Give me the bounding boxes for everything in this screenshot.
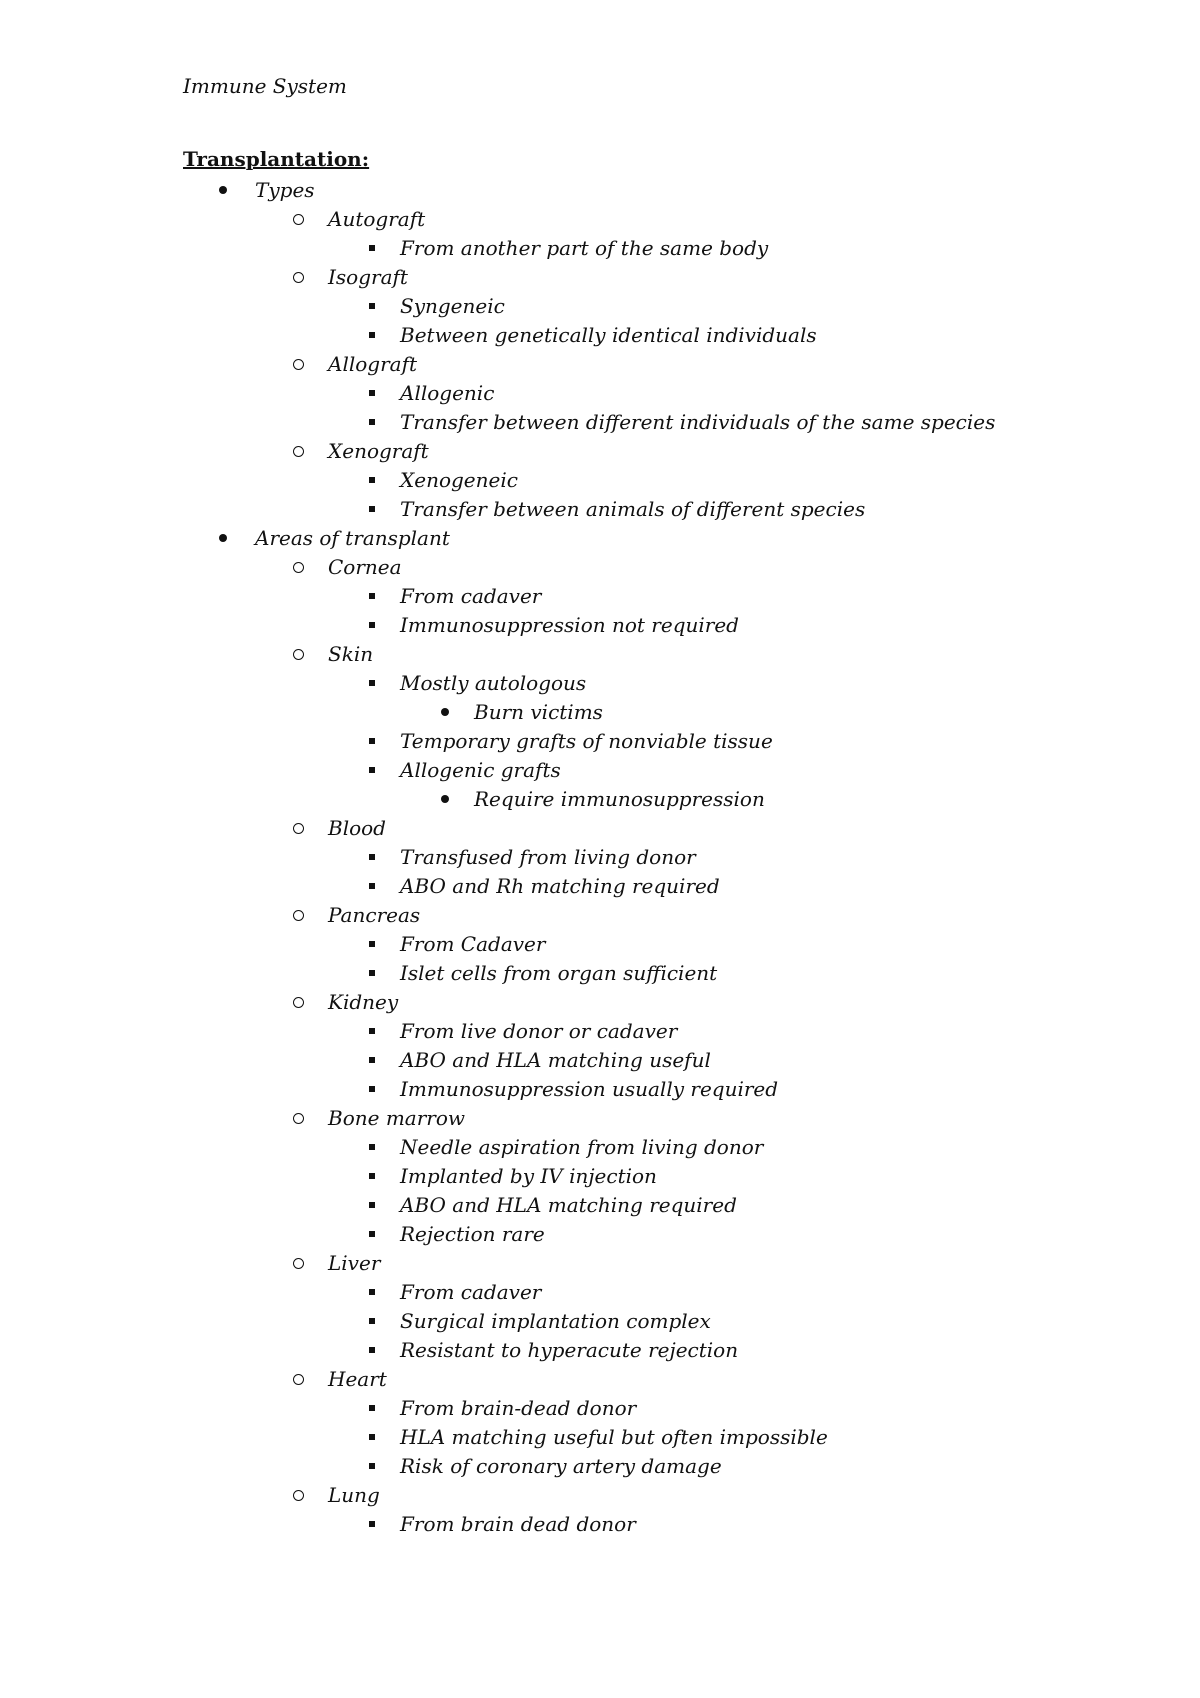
outline-item-level-3: [0, 1307, 1200, 1336]
outline-item-text: ABO and Rh matching required: [400, 874, 720, 898]
outline-item-text: Allogenic grafts: [400, 758, 561, 782]
outline-item-level-3: [0, 1075, 1200, 1104]
outline-item-level-3: [0, 611, 1200, 640]
outline-item-level-3: [0, 1191, 1200, 1220]
square-bullet-icon: [362, 669, 382, 698]
square-bullet-icon: [362, 959, 382, 988]
outline-item-text: Immunosuppression usually required: [400, 1077, 779, 1101]
circle-bullet-icon: [288, 988, 308, 1017]
outline-item-level-1: [0, 524, 1200, 553]
circle-bullet-icon: [288, 1104, 308, 1133]
circle-bullet-icon: [288, 1365, 308, 1394]
outline-item-text: From another part of the same body: [400, 236, 769, 260]
outline-item-text: Lung: [328, 1483, 380, 1507]
outline-item-level-2: [0, 350, 1200, 379]
outline-item-level-3: [0, 379, 1200, 408]
outline-item-text: Syngeneic: [400, 294, 505, 318]
outline-item-level-3: [0, 1394, 1200, 1423]
outline-item-text: Blood: [328, 816, 386, 840]
outline-item-text: Rejection rare: [400, 1222, 545, 1246]
outline-item-text: Kidney: [328, 990, 399, 1014]
outline-item-level-3: [0, 1220, 1200, 1249]
outline-item-text: Require immunosuppression: [474, 787, 765, 811]
square-bullet-icon: [362, 843, 382, 872]
square-bullet-icon: [362, 466, 382, 495]
outline-item-level-2: [0, 1249, 1200, 1278]
outline-item-level-2: [0, 1104, 1200, 1133]
outline-item-level-2: [0, 901, 1200, 930]
square-bullet-icon: [362, 379, 382, 408]
outline-item-level-4: [0, 698, 1200, 727]
outline-item-text: Needle aspiration from living donor: [400, 1135, 764, 1159]
square-bullet-icon: [362, 1423, 382, 1452]
outline-item-level-3: [0, 292, 1200, 321]
outline-item-text: Transfused from living donor: [400, 845, 696, 869]
outline-item-text: From live donor or cadaver: [400, 1019, 678, 1043]
page-header: Immune System: [183, 74, 347, 98]
square-bullet-icon: [362, 582, 382, 611]
outline-item-text: Skin: [328, 642, 374, 666]
outline-item-text: Islet cells from organ sufficient: [400, 961, 718, 985]
outline-item-level-1: [0, 176, 1200, 205]
outline-item-text: Transfer between animals of different species: [400, 497, 866, 521]
circle-bullet-icon: [288, 205, 308, 234]
square-bullet-icon: [362, 872, 382, 901]
outline-item-text: Liver: [328, 1251, 381, 1275]
square-bullet-icon: [362, 1133, 382, 1162]
square-bullet-icon: [362, 1017, 382, 1046]
disc-bullet-icon: [435, 785, 455, 814]
outline-item-level-3: [0, 1510, 1200, 1539]
outline-item-text: Isograft: [328, 265, 408, 289]
square-bullet-icon: [362, 1075, 382, 1104]
outline-item-text: Transfer between different individuals of the same species: [400, 410, 996, 434]
outline-item-level-2: [0, 553, 1200, 582]
outline-item-level-3: [0, 872, 1200, 901]
outline-item-text: From cadaver: [400, 584, 542, 608]
outline-item-text: Areas of transplant: [255, 526, 450, 550]
outline-item-level-4: [0, 785, 1200, 814]
outline-item-text: From brain dead donor: [400, 1512, 636, 1536]
outline-item-text: Bone marrow: [328, 1106, 465, 1130]
outline-item-text: Surgical implantation complex: [400, 1309, 711, 1333]
outline-item-text: Burn victims: [474, 700, 603, 724]
outline-item-text: Resistant to hyperacute rejection: [400, 1338, 739, 1362]
outline-item-level-3: [0, 1133, 1200, 1162]
disc-bullet-icon: [213, 524, 233, 553]
square-bullet-icon: [362, 1162, 382, 1191]
outline-item-text: From cadaver: [400, 1280, 542, 1304]
circle-bullet-icon: [288, 437, 308, 466]
square-bullet-icon: [362, 1191, 382, 1220]
outline-item-level-2: [0, 988, 1200, 1017]
outline-item-text: ABO and HLA matching useful: [400, 1048, 711, 1072]
outline-item-level-2: [0, 263, 1200, 292]
outline-item-text: From brain-dead donor: [400, 1396, 637, 1420]
outline-item-level-3: [0, 1162, 1200, 1191]
outline-item-text: Xenograft: [328, 439, 429, 463]
square-bullet-icon: [362, 1510, 382, 1539]
square-bullet-icon: [362, 756, 382, 785]
outline-item-text: Temporary grafts of nonviable tissue: [400, 729, 773, 753]
outline-item-text: ABO and HLA matching required: [400, 1193, 737, 1217]
outline-item-level-3: [0, 466, 1200, 495]
square-bullet-icon: [362, 292, 382, 321]
outline-item-level-3: [0, 930, 1200, 959]
outline-item-text: Cornea: [328, 555, 402, 579]
outline-item-text: From Cadaver: [400, 932, 546, 956]
circle-bullet-icon: [288, 901, 308, 930]
square-bullet-icon: [362, 408, 382, 437]
outline-item-level-3: [0, 1017, 1200, 1046]
outline-item-text: Immunosuppression not required: [400, 613, 739, 637]
square-bullet-icon: [362, 1394, 382, 1423]
outline-item-text: Heart: [328, 1367, 387, 1391]
square-bullet-icon: [362, 1452, 382, 1481]
outline-item-text: Between genetically identical individuals: [400, 323, 817, 347]
outline-item-level-3: [0, 321, 1200, 350]
square-bullet-icon: [362, 1307, 382, 1336]
disc-bullet-icon: [435, 698, 455, 727]
outline-item-level-3: [0, 1336, 1200, 1365]
outline-item-text: Risk of coronary artery damage: [400, 1454, 722, 1478]
circle-bullet-icon: [288, 263, 308, 292]
square-bullet-icon: [362, 234, 382, 263]
outline-item-level-3: [0, 495, 1200, 524]
square-bullet-icon: [362, 495, 382, 524]
outline-item-level-2: [0, 1365, 1200, 1394]
section-heading: Transplantation:: [183, 147, 370, 171]
outline-item-level-3: [0, 582, 1200, 611]
square-bullet-icon: [362, 1278, 382, 1307]
outline-item-text: HLA matching useful but often impossible: [400, 1425, 828, 1449]
circle-bullet-icon: [288, 1481, 308, 1510]
outline-item-text: Types: [255, 178, 315, 202]
square-bullet-icon: [362, 1046, 382, 1075]
outline-item-level-3: [0, 1423, 1200, 1452]
outline-item-level-2: [0, 205, 1200, 234]
square-bullet-icon: [362, 611, 382, 640]
outline-item-level-3: [0, 408, 1200, 437]
square-bullet-icon: [362, 930, 382, 959]
outline-item-text: Xenogeneic: [400, 468, 518, 492]
outline-item-level-2: [0, 814, 1200, 843]
disc-bullet-icon: [213, 176, 233, 205]
outline-item-text: Allogenic: [400, 381, 495, 405]
bullet-outline: [0, 176, 1200, 1539]
circle-bullet-icon: [288, 814, 308, 843]
circle-bullet-icon: [288, 1249, 308, 1278]
outline-item-level-3: [0, 669, 1200, 698]
outline-item-level-3: [0, 959, 1200, 988]
outline-item-text: Mostly autologous: [400, 671, 587, 695]
square-bullet-icon: [362, 727, 382, 756]
outline-item-text: Pancreas: [328, 903, 421, 927]
outline-item-level-3: [0, 843, 1200, 872]
circle-bullet-icon: [288, 553, 308, 582]
outline-item-level-3: [0, 727, 1200, 756]
outline-item-level-3: [0, 1278, 1200, 1307]
outline-item-level-2: [0, 1481, 1200, 1510]
outline-item-level-2: [0, 640, 1200, 669]
outline-item-text: Implanted by IV injection: [400, 1164, 657, 1188]
outline-item-level-2: [0, 437, 1200, 466]
outline-item-level-3: [0, 1452, 1200, 1481]
square-bullet-icon: [362, 1336, 382, 1365]
outline-item-level-3: [0, 234, 1200, 263]
square-bullet-icon: [362, 321, 382, 350]
outline-item-text: Autograft: [328, 207, 426, 231]
outline-item-level-3: [0, 1046, 1200, 1075]
circle-bullet-icon: [288, 350, 308, 379]
circle-bullet-icon: [288, 640, 308, 669]
outline-item-level-3: [0, 756, 1200, 785]
square-bullet-icon: [362, 1220, 382, 1249]
outline-item-text: Allograft: [328, 352, 418, 376]
